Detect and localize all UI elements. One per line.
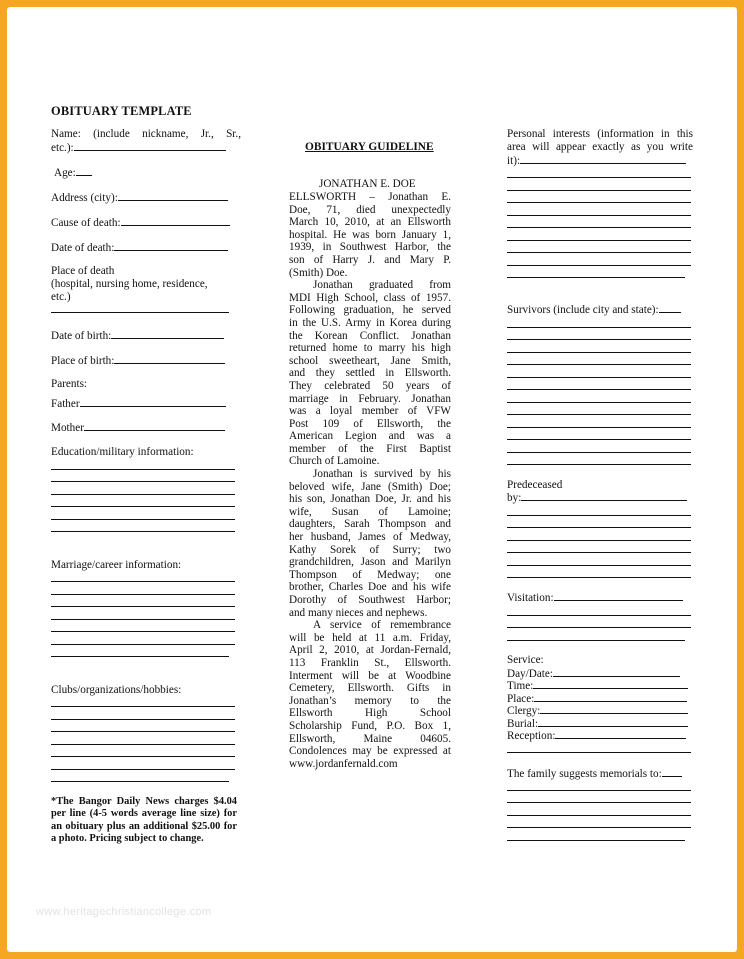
survivors-line[interactable] [507, 402, 691, 403]
education-line[interactable] [51, 531, 235, 532]
clergy-field[interactable]: Clergy: [507, 704, 688, 718]
survivors-line[interactable] [507, 439, 691, 440]
marriage-line[interactable] [51, 594, 235, 595]
predeceased-line[interactable] [507, 527, 691, 528]
marriage-line[interactable] [51, 644, 235, 645]
memorials-line[interactable] [507, 827, 691, 828]
marriage-line[interactable] [51, 606, 235, 607]
sample-obituary-line: April 2, 2010, at Jordan-Fernald, [289, 644, 451, 657]
place-of-death-label: Place of death [51, 265, 115, 277]
sample-obituary-line: Kathy Sorek of Surry; two [289, 543, 451, 556]
education-line[interactable] [51, 519, 235, 520]
sample-obituary-line: Ellsworth, Maine 04605. [289, 732, 451, 745]
predeceased-line[interactable] [507, 577, 691, 578]
survivors-line[interactable] [507, 352, 691, 353]
predeceased-line[interactable] [507, 565, 691, 566]
sample-obituary-line: Post 109 of Ellsworth, the [289, 417, 451, 430]
sample-obituary-line: returned home to marry his high [289, 342, 451, 355]
marriage-line[interactable] [51, 631, 235, 632]
service-label: Service: [507, 654, 544, 666]
survivors-line[interactable] [507, 464, 691, 465]
sample-obituary-line: brother, Charles Doe and his wife [289, 581, 451, 594]
interests-line[interactable] [507, 265, 691, 266]
burial-field[interactable]: Burial: [507, 717, 688, 731]
clubs-line[interactable] [51, 719, 235, 720]
predeceased-field[interactable]: by: [507, 491, 687, 505]
sample-obituary-line: 113 Franklin St., Ellsworth. [289, 656, 451, 669]
education-label: Education/military information: [51, 446, 194, 458]
place-of-death-hint: (hospital, nursing home, residence, [51, 278, 208, 290]
visitation-line[interactable] [507, 627, 691, 628]
cause-of-death-field[interactable]: Cause of death: [51, 216, 230, 230]
memorials-line[interactable] [507, 840, 685, 841]
survivors-line[interactable] [507, 364, 691, 365]
place-of-birth-field[interactable]: Place of birth: [51, 354, 225, 368]
sample-obituary-line: the Korean Conflict. Jonathan [289, 329, 451, 342]
age-field[interactable]: Age: [54, 166, 92, 180]
survivors-line[interactable] [507, 452, 691, 453]
day-date-field[interactable]: Day/Date: [507, 667, 680, 681]
sample-obituary-line: his son, Jonathan Doe, Jr. and his [289, 493, 451, 506]
clubs-label: Clubs/organizations/hobbies: [51, 684, 182, 696]
document-page [7, 7, 737, 952]
name-label: Name: (include nickname, Jr., Sr., [51, 128, 241, 140]
sample-obituary-line: Following graduation, he served [289, 304, 451, 317]
visitation-line[interactable] [507, 615, 691, 616]
sample-obituary-line: was a loyal member of VFW [289, 405, 451, 418]
sample-obituary-line: American Legion and was a [289, 430, 451, 443]
interests-field[interactable]: it): [507, 154, 686, 168]
interests-line[interactable] [507, 240, 691, 241]
interests-line[interactable] [507, 202, 691, 203]
survivors-line[interactable] [507, 389, 691, 390]
place-of-death-line[interactable] [51, 312, 229, 313]
predeceased-line[interactable] [507, 515, 691, 516]
date-of-birth-field[interactable]: Date of birth: [51, 329, 224, 343]
sample-obituary-line: MDI High School, class of 1957. [289, 291, 451, 304]
sample-obituary-line: Ellsworth High School [289, 707, 451, 720]
survivors-line[interactable] [507, 339, 691, 340]
sample-obituary-text [289, 191, 451, 770]
guideline-heading: OBITUARY GUIDELINE [305, 141, 434, 153]
sample-obituary-line: grandchildren, Jason and Marilyn [289, 556, 451, 569]
interests-line[interactable] [507, 227, 691, 228]
sample-obituary-line: Interment will be at Woodbine [289, 669, 451, 682]
sample-obituary-line: Condolences may be expressed at [289, 745, 451, 758]
pricing-note: *The Bangor Daily News charges $4.04 per line (4-5 words average line size) for an obituary plus an additional $25.00 for a photo. Pricing subject to change. [51, 796, 237, 844]
place-field[interactable]: Place: [507, 692, 687, 706]
sample-obituary-line: marriage in February. Jonathan [289, 392, 451, 405]
marriage-line[interactable] [51, 656, 229, 657]
sample-obituary-line: Cemetery, Ellsworth. Gifts in [289, 682, 451, 695]
survivors-line[interactable] [507, 327, 691, 328]
clubs-line[interactable] [51, 706, 235, 707]
sample-name: JONATHAN E. DOE [319, 178, 416, 190]
sample-obituary-line: wife, Susan of Lamoine; [289, 505, 451, 518]
survivors-line[interactable] [507, 427, 691, 428]
reception-line[interactable] [507, 752, 691, 753]
education-line[interactable] [51, 481, 235, 482]
memorials-line[interactable] [507, 790, 691, 791]
clubs-line[interactable] [51, 744, 235, 745]
sample-obituary-line: (Smith) Doe. [289, 266, 348, 279]
sample-obituary-line: her husband, James of Medway, [289, 531, 451, 544]
sample-obituary-line: Church of Lamoine. [289, 455, 380, 468]
sample-obituary-line: A service of remembrance [313, 619, 451, 632]
sample-obituary-line: Scholarship Fund, P.O. Box 1, [289, 719, 451, 732]
visitation-line[interactable] [507, 640, 685, 641]
interests-line[interactable] [507, 277, 685, 278]
sample-obituary-line: March 10, 2010, at an Ellsworth [289, 216, 451, 229]
clubs-line[interactable] [51, 781, 229, 782]
predeceased-label: Predeceased [507, 479, 563, 491]
sample-obituary-line: son of Harry J. and Mary P. [289, 253, 451, 266]
sample-obituary-line: Dorothy of Southwest Harbor; [289, 594, 451, 606]
marriage-label: Marriage/career information: [51, 559, 182, 571]
interests-line[interactable] [507, 177, 691, 178]
survivors-field[interactable]: Survivors (include city and state): [507, 303, 681, 317]
education-line[interactable] [51, 494, 235, 495]
memorials-line[interactable] [507, 815, 691, 816]
sample-obituary-line: daughters, Sarah Thompson and [289, 518, 451, 531]
sample-obituary-line: will be held at 11 a.m. Friday, [289, 631, 451, 644]
memorials-field[interactable]: The family suggests memorials to: [507, 767, 682, 781]
sample-obituary-line: Jonathan graduated from [313, 279, 451, 292]
time-field[interactable]: Time: [507, 679, 688, 693]
predeceased-line[interactable] [507, 540, 691, 541]
parents-label: Parents: [51, 378, 88, 390]
sample-obituary-line: beloved wife, Jane (Smith) Doe; [289, 480, 451, 493]
marriage-line[interactable] [51, 581, 235, 582]
interests-label-2: area will appear exactly as you write [507, 141, 693, 153]
interests-label: Personal interests (information in this [507, 128, 693, 140]
sample-obituary-line: They celebrated 50 years of [289, 379, 451, 392]
sample-obituary-line: Jonathan’s memory to the [289, 694, 451, 707]
reception-field[interactable]: Reception: [507, 729, 686, 743]
sample-obituary-line: in the U.S. Army in Korea during [289, 316, 451, 329]
sample-obituary-line: Thompson of Medway; one [289, 568, 451, 581]
sample-obituary-line: www.jordanfernald.com [289, 757, 398, 770]
predeceased-line[interactable] [507, 552, 691, 553]
visitation-field[interactable]: Visitation: [507, 591, 683, 605]
template-title: OBITUARY TEMPLATE [51, 104, 192, 118]
survivors-line[interactable] [507, 414, 691, 415]
interests-line[interactable] [507, 252, 691, 253]
address-field[interactable]: Address (city): [51, 191, 228, 205]
mother-field[interactable]: Mother [51, 421, 225, 435]
name-field[interactable]: etc.): [51, 141, 226, 155]
interests-line[interactable] [507, 190, 691, 191]
marriage-line[interactable] [51, 619, 235, 620]
education-line[interactable] [51, 469, 235, 470]
sample-obituary-line: school sweetheart, Jane Smith, [289, 354, 451, 367]
sample-obituary-line: member of the First Baptist [289, 442, 451, 455]
sample-obituary-line: ELLSWORTH – Jonathan E. [289, 191, 451, 203]
sample-obituary-line: hospital. He was born January 1, [289, 228, 451, 241]
sample-obituary-line: Jonathan is survived by his [313, 468, 451, 481]
clubs-line[interactable] [51, 731, 235, 732]
sample-obituary-line: and many nieces and nephews. [289, 606, 428, 619]
interests-line[interactable] [507, 215, 691, 216]
education-line[interactable] [51, 506, 235, 507]
survivors-line[interactable] [507, 377, 691, 378]
sample-obituary-line: Doe, 71, died unexpectedly [289, 203, 451, 216]
sample-obituary-line: 1939, in Southwest Harbor, the [289, 241, 451, 254]
sample-obituary-line: and they settled in Ellsworth. [289, 367, 451, 380]
date-of-death-field[interactable]: Date of death: [51, 241, 228, 255]
father-field[interactable]: Father [51, 397, 226, 411]
place-of-death-etc: etc.) [51, 291, 71, 303]
watermark: www.heritagechristiancollege.com [36, 906, 212, 918]
clubs-line[interactable] [51, 769, 235, 770]
memorials-line[interactable] [507, 802, 691, 803]
clubs-line[interactable] [51, 756, 235, 757]
